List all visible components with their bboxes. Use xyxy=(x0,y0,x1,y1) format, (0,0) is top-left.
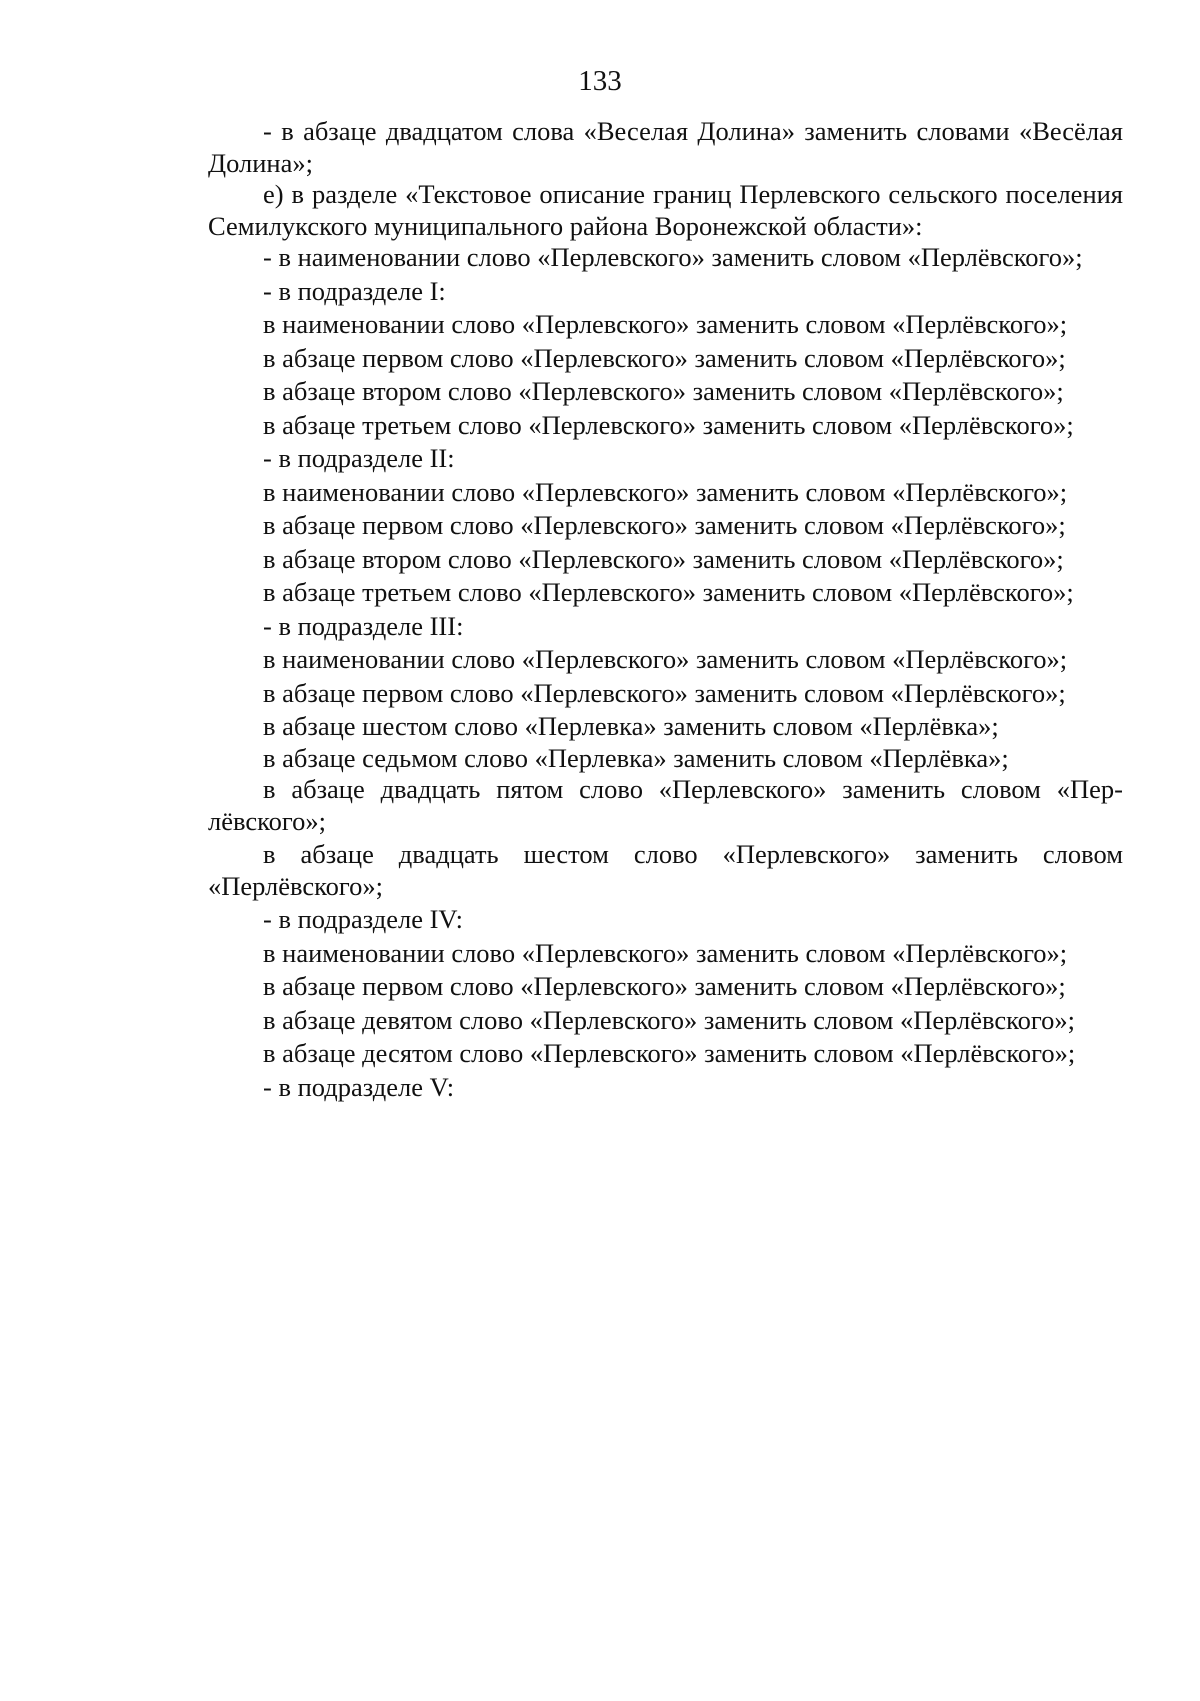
paragraph: - в подразделе II: xyxy=(263,443,455,473)
paragraph: в абзаце первом слово «Перлевского» заменить словом «Перлёвского»; xyxy=(263,342,1066,373)
paragraph: в наименовании слово «Перлевского» заменить словом «Перлёвского»; xyxy=(263,644,1068,674)
paragraph: в абзаце девятом слово «Перлевского» заменить словом «Перлёвского»; xyxy=(263,1004,1075,1035)
paragraph: в абзаце двадцать шестом слово «Перлевского» заменить словом «Перлёвского»; xyxy=(208,839,1123,901)
paragraph: в абзаце двадцать пятом слово «Перлевского» заменить словом «Перлёвского»; xyxy=(208,774,1123,836)
paragraph: - в подразделе IV: xyxy=(263,904,463,934)
paragraph: е) в разделе «Текстовое описание границ Перлевского сельского поселения Семилукского муниципального района Воронежской области»: xyxy=(208,179,1123,241)
document-body xyxy=(208,116,1123,1103)
paragraph: - в подразделе III: xyxy=(263,610,464,641)
paragraph: в наименовании слово «Перлевского» заменить словом «Перлёвского»; xyxy=(263,309,1068,339)
paragraph: в наименовании слово «Перлевского» заменить словом «Перлёвского»; xyxy=(263,476,1068,507)
paragraph: в абзаце седьмом слово «Перлевка» заменить словом «Перлёвка»; xyxy=(263,742,1009,773)
paragraph: - в подразделе I: xyxy=(263,275,446,306)
paragraph: в абзаце первом слово «Перлевского» заменить словом «Перлёвского»; xyxy=(263,510,1066,540)
paragraph: в абзаце втором слово «Перлевского» заменить словом «Перлёвского»; xyxy=(263,543,1064,574)
paragraph: в абзаце втором слово «Перлевского» заменить словом «Перлёвского»; xyxy=(263,376,1064,406)
paragraph: в абзаце третьем слово «Перлевского» заменить словом «Перлёвского»; xyxy=(263,577,1074,607)
page-number: 133 xyxy=(578,65,622,97)
paragraph: в абзаце шестом слово «Перлевка» заменить словом «Перлёвка»; xyxy=(263,711,999,741)
paragraph: в наименовании слово «Перлевского» заменить словом «Перлёвского»; xyxy=(263,937,1068,968)
paragraph: в абзаце десятом слово «Перлевского» заменить словом «Перлёвского»; xyxy=(263,1038,1076,1068)
paragraph: - в наименовании слово «Перлевского» заменить словом «Перлёвского»; xyxy=(263,242,1083,272)
paragraph: в абзаце первом слово «Перлевского» заменить словом «Перлёвского»; xyxy=(263,971,1066,1001)
paragraph: в абзаце первом слово «Перлевского» заменить словом «Перлёвского»; xyxy=(263,677,1066,708)
paragraph: - в абзаце двадцатом слова «Веселая Долина» заменить словами «Весёлая Долина»; xyxy=(208,116,1123,178)
paragraph: в абзаце третьем слово «Перлевского» заменить словом «Перлёвского»; xyxy=(263,409,1074,440)
paragraph: - в подразделе V: xyxy=(263,1071,455,1102)
